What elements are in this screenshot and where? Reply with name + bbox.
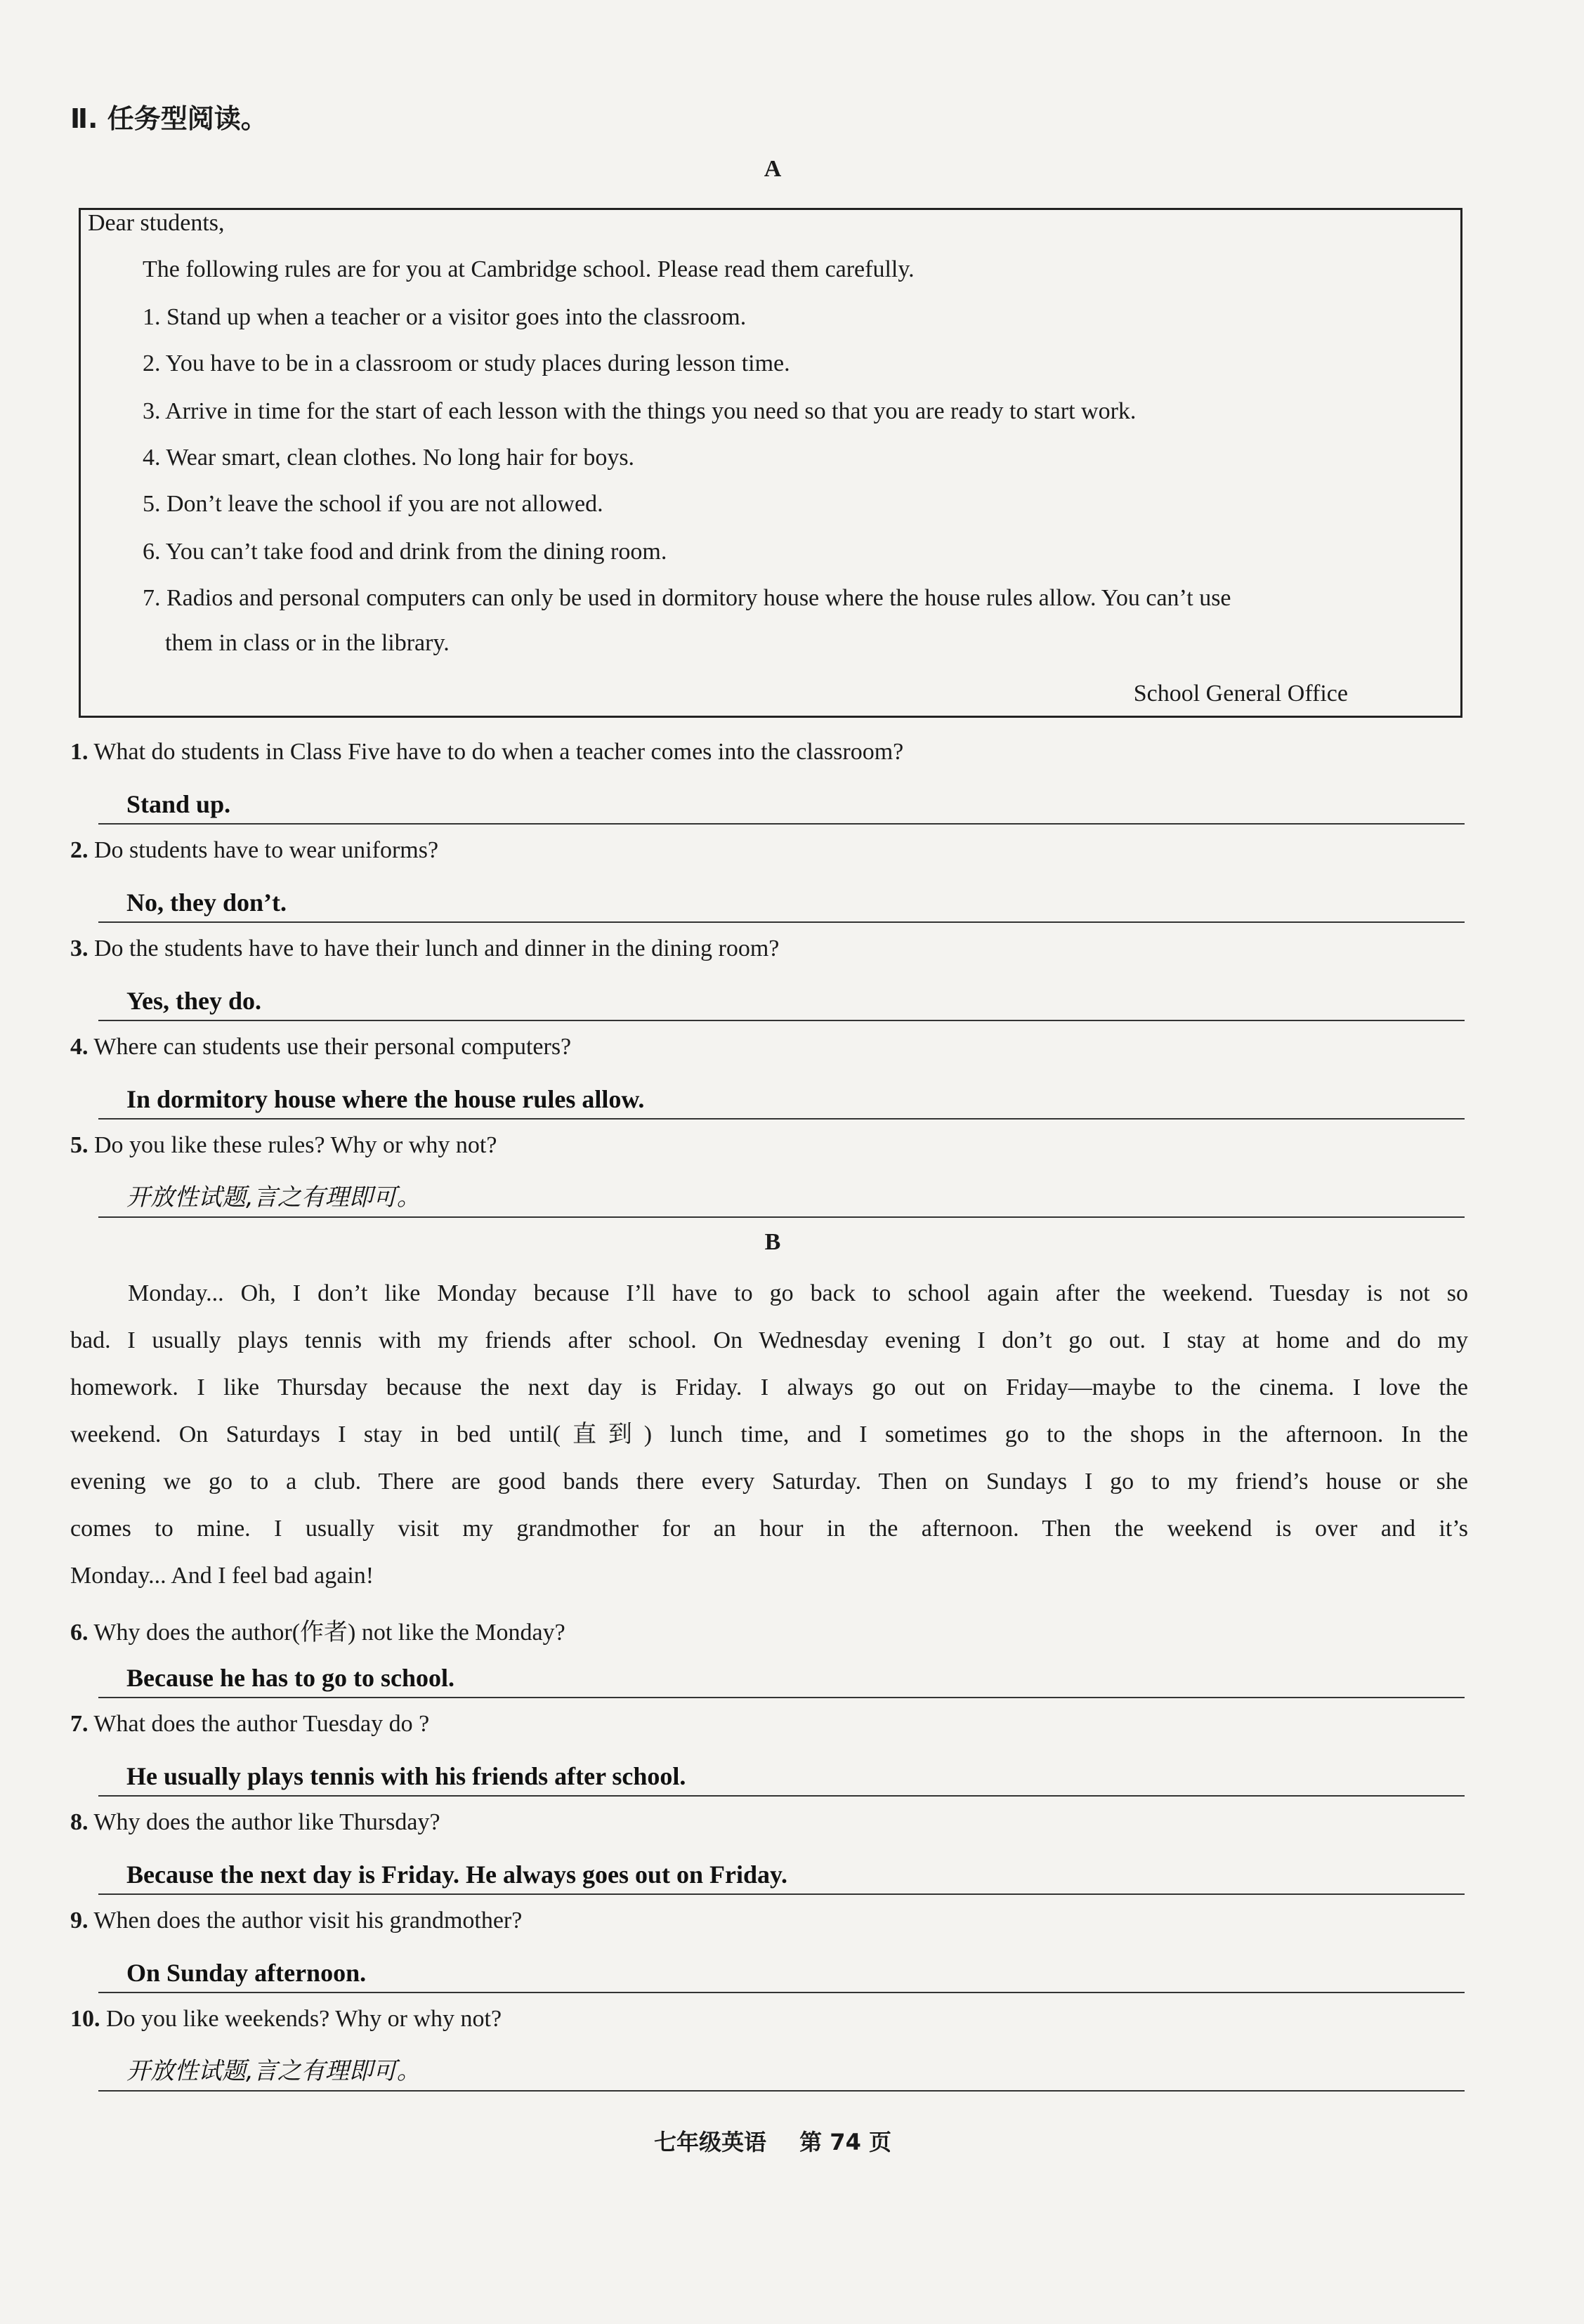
answer-text: No, they don’t. xyxy=(126,888,287,917)
question-5 xyxy=(70,1132,497,1159)
answer-line-5 xyxy=(98,1180,1465,1218)
answer-line-1 xyxy=(98,787,1465,825)
passage-line: bad. I usually plays tennis with my friends after school. On Wednesday evening I don’t go out. I stay at home and do my xyxy=(70,1327,1468,1353)
passage-line: evening we go to a club. There are good bands there every Saturday. Then on Sundays I go to my friend’s house or she xyxy=(70,1469,1468,1495)
passage-line: comes to mine. I usually visit my grandmother for an hour in the afternoon. Then the weekend is over and it’s xyxy=(70,1516,1468,1542)
question-1 xyxy=(70,739,903,766)
answer-text: Because the next day is Friday. He always goes out on Friday. xyxy=(126,1860,788,1889)
passage-b xyxy=(70,1270,1468,1599)
notice-rule: 3. Arrive in time for the start of each lesson with the things you need so that you are ready to start work. xyxy=(143,398,1137,424)
question-text: Do students have to wear uniforms? xyxy=(94,837,439,863)
question-text: Do the students have to have their lunch and dinner in the dining room? xyxy=(94,935,780,961)
question-number: 3. xyxy=(70,935,89,961)
answer-text: 开放性试题,言之有理即可。 xyxy=(126,2057,421,2085)
part-b-label: B xyxy=(764,1229,781,1255)
question-2 xyxy=(70,837,438,864)
question-number: 1. xyxy=(70,739,89,765)
answer-line-8 xyxy=(98,1857,1465,1895)
answer-line-9 xyxy=(98,1955,1465,1993)
passage-line: homework. I like Thursday because the next day is Friday. I always go out on Friday—maybe to the cinema. I love the xyxy=(70,1374,1468,1400)
answer-line-3 xyxy=(98,983,1465,1021)
question-number: 2. xyxy=(70,837,89,863)
passage-line: Monday... And I feel bad again! xyxy=(70,1563,374,1589)
notice-rule: 1. Stand up when a teacher or a visitor goes into the classroom. xyxy=(143,304,747,330)
notice-rule-continued: them in class or in the library. xyxy=(165,630,450,656)
notice-greeting: Dear students, xyxy=(88,210,225,236)
answer-line-7 xyxy=(98,1759,1465,1797)
question-10 xyxy=(70,2006,502,2033)
answer-text: He usually plays tennis with his friends after school. xyxy=(126,1762,686,1790)
answer-text: Yes, they do. xyxy=(126,987,262,1015)
answer-text: In dormitory house where the house rules allow. xyxy=(126,1085,645,1113)
page-footer xyxy=(0,2125,1545,2157)
part-a-label: A xyxy=(764,156,782,182)
question-number: 9. xyxy=(70,1908,89,1934)
answer-text: On Sunday afternoon. xyxy=(126,1959,367,1987)
question-8 xyxy=(70,1809,440,1836)
question-text: Do you like these rules? Why or why not? xyxy=(94,1132,497,1158)
question-number: 6. xyxy=(70,1620,89,1646)
footer-subject: 七年级英语 xyxy=(654,2129,767,2155)
rules-notice-box xyxy=(79,208,1462,718)
answer-text: 开放性试题,言之有理即可。 xyxy=(126,1183,421,1212)
passage-line: Monday... Oh, I don’t like Monday because I’ll have to go back to school again after the weekend. Tuesday is not so xyxy=(128,1280,1468,1306)
notice-rule: 5. Don’t leave the school if you are not allowed. xyxy=(143,491,603,517)
notice-signature: School General Office xyxy=(1133,681,1348,707)
section-title: Ⅱ. 任务型阅读。 xyxy=(70,103,268,134)
question-9 xyxy=(70,1908,522,1934)
question-number: 8. xyxy=(70,1809,89,1835)
question-text: What do students in Class Five have to do when a teacher comes into the classroom? xyxy=(93,739,904,765)
question-6 xyxy=(70,1613,565,1647)
footer-page-number: 第 74 页 xyxy=(799,2129,891,2155)
question-3 xyxy=(70,935,779,962)
question-text: Why does the author like Thursday? xyxy=(93,1809,440,1835)
notice-rule: 7. Radios and personal computers can only be used in dormitory house where the house rules allow. You can’t use xyxy=(143,585,1231,611)
answer-line-4 xyxy=(98,1082,1465,1120)
question-text: Why does the author(作者) not like the Monday? xyxy=(93,1620,565,1646)
question-text: Where can students use their personal computers? xyxy=(93,1034,572,1060)
question-number: 4. xyxy=(70,1034,89,1060)
question-number: 10. xyxy=(70,2006,100,2032)
passage-line: weekend. On Saturdays I stay in bed until(直到) lunch time, and I sometimes go to the shops in the afternoon. In the xyxy=(70,1422,1468,1447)
question-number: 7. xyxy=(70,1711,89,1737)
notice-rule: 6. You can’t take food and drink from the dining room. xyxy=(143,539,667,565)
question-4 xyxy=(70,1034,571,1061)
answer-line-2 xyxy=(98,885,1465,923)
question-number: 5. xyxy=(70,1132,89,1158)
question-7 xyxy=(70,1711,429,1738)
question-text: Do you like weekends? Why or why not? xyxy=(106,2006,502,2032)
answer-line-10 xyxy=(98,2054,1465,2092)
question-text: What does the author Tuesday do ? xyxy=(93,1711,430,1737)
answer-line-6 xyxy=(98,1660,1465,1698)
answer-text: Stand up. xyxy=(126,790,231,818)
notice-rule: 4. Wear smart, clean clothes. No long hair for boys. xyxy=(143,445,635,471)
notice-rule: 2. You have to be in a classroom or study places during lesson time. xyxy=(143,350,790,376)
question-text: When does the author visit his grandmother? xyxy=(93,1908,523,1934)
answer-text: Because he has to go to school. xyxy=(126,1664,454,1692)
notice-intro: The following rules are for you at Cambridge school. Please read them carefully. xyxy=(143,256,915,282)
